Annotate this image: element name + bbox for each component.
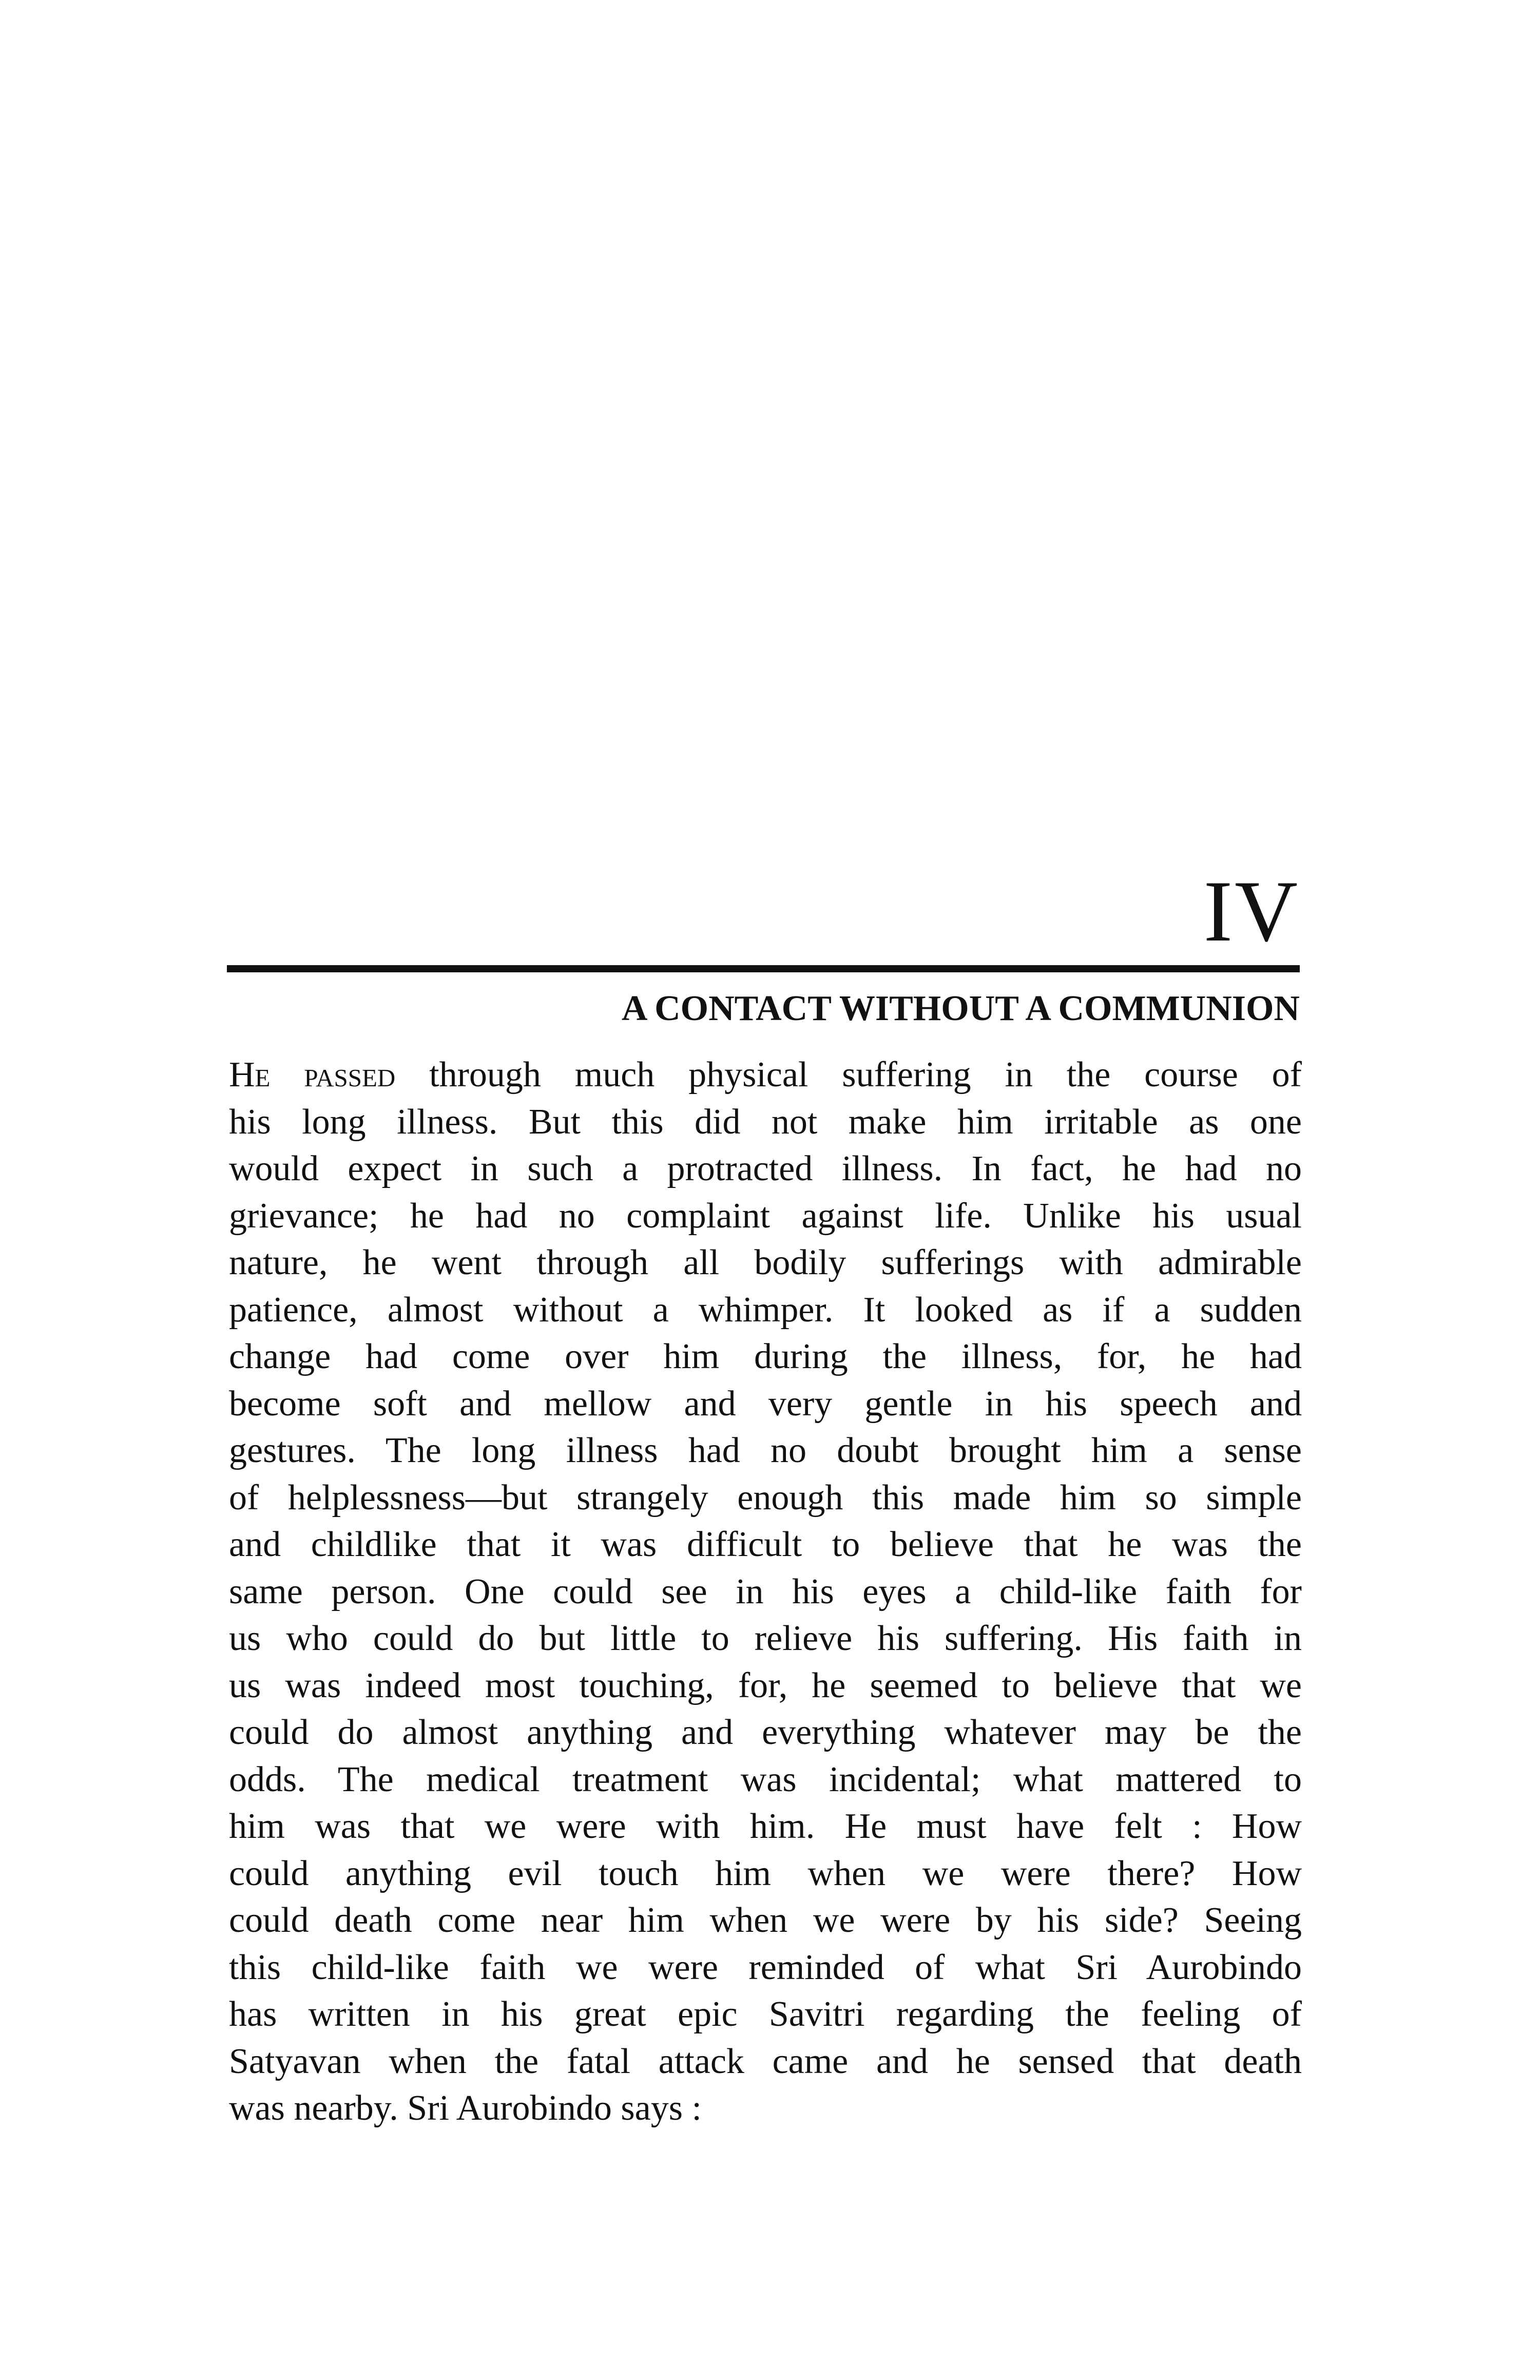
text-line: his long illness. But this did not make him irritable as one [229, 1102, 1302, 1142]
text-line: grievance; he had no complaint against life. Unlike his usual [229, 1196, 1302, 1236]
text-line: would expect in such a protracted illness. In fact, he had no [229, 1149, 1302, 1188]
text-line: could death come near him when we were by his side? Seeing [229, 1901, 1302, 1940]
text-line-continuation: through much physical suffering in the course of [395, 1055, 1302, 1095]
chapter-rule [227, 965, 1300, 972]
opening-words: He passed [229, 1055, 396, 1095]
text-line: was nearby. Sri Aurobindo says : [229, 2088, 702, 2128]
text-line: gestures. The long illness had no doubt brought him a sense [229, 1431, 1302, 1470]
text-line: us was indeed most touching, for, he seemed to believe that we [229, 1665, 1302, 1705]
text-line: him was that we were with him. He must have felt : How [229, 1807, 1302, 1846]
text-line: Satyavan when the fatal attack came and he sensed that death [229, 2041, 1302, 2081]
text-line: become soft and mellow and very gentle in his speech and [229, 1384, 1302, 1424]
text-line: change had come over him during the illness, for, he had [229, 1337, 1302, 1376]
chapter-title: A CONTACT WITHOUT A COMMUNION [621, 989, 1300, 1028]
chapter-number: IV [1203, 863, 1300, 959]
text-line: same person. One could see in his eyes a child-like faith for [229, 1571, 1302, 1611]
text-line: this child-like faith we were reminded of what Sri Aurobindo [229, 1947, 1302, 1987]
body-paragraph [229, 1051, 1302, 2132]
text-line: could do almost anything and everything whatever may be the [229, 1713, 1302, 1752]
text-line: nature, he went through all bodily sufferings with admirable [229, 1243, 1302, 1282]
text-line: has written in his great epic Savitri regarding the feeling of [229, 1994, 1302, 2034]
text-line: patience, almost without a whimper. It looked as if a sudden [229, 1290, 1302, 1330]
text-line: and childlike that it was difficult to believe that he was the [229, 1525, 1302, 1564]
text-line [229, 1051, 1302, 1099]
text-line: could anything evil touch him when we were there? How [229, 1853, 1302, 1893]
text-line: us who could do but little to relieve his suffering. His faith in [229, 1619, 1302, 1658]
text-line: odds. The medical treatment was incidental; what mattered to [229, 1759, 1302, 1799]
text-line: of helplessness—but strangely enough this made him so simple [229, 1477, 1302, 1518]
